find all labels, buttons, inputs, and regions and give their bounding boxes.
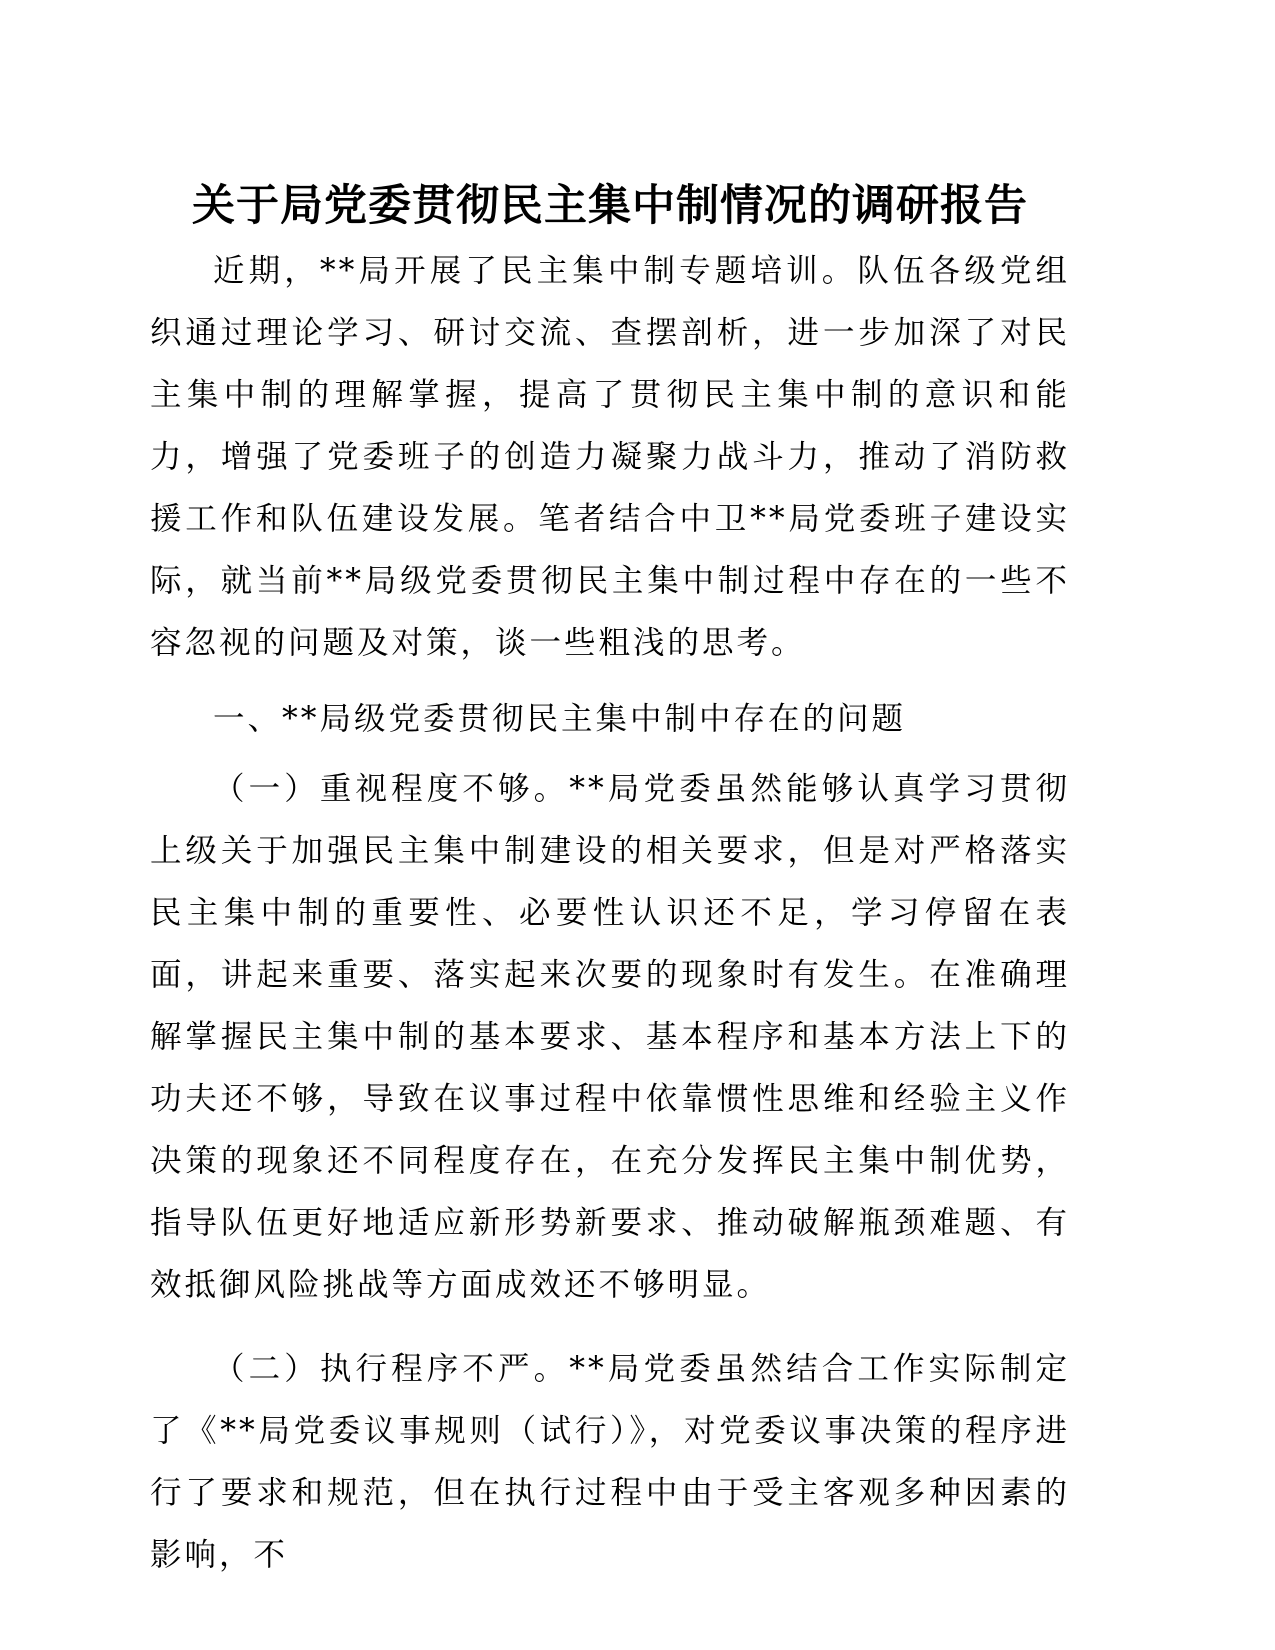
subsection-paragraph-1: （一）重视程度不够。**局党委虽然能够认真学习贯彻上级关于加强民主集中制建设的相关要求，但是对严格落实民主集中制的重要性、必要性认识还不足，学习停留在表面，讲起来重要、落实起来次要的现象时有发生。在准确理解掌握民主集中制的基本要求、基本程序和基本方法上下的功夫还不够，导致在议事过程中依靠惯性思维和经验主义作决策的现象还不同程度存在，在充分发挥民主集中制优势，指导队伍更好地适应新形势新要求、推动破解瓶颈难题、有效抵御风险挑战等方面成效还不够明显。 (150, 771, 1070, 1303)
document-body (150, 240, 1070, 1586)
subsection-paragraph-2: （二）执行程序不严。**局党委虽然结合工作实际制定了《**局党委议事规则（试行）》，对党委议事决策的程序进行了要求和规范，但在执行过程中由于受主客观多种因素的影响，不 (150, 1351, 1070, 1573)
section-heading-1: 一、**局级党委贯彻民主集中制中存在的问题 (213, 701, 907, 737)
intro-paragraph: 近期，**局开展了民主集中制专题培训。队伍各级党组织通过理论学习、研讨交流、查摆剖析，进一步加深了对民主集中制的理解掌握，提高了贯彻民主集中制的意识和能力，增强了党委班子的创造力凝聚力战斗力，推动了消防救援工作和队伍建设发展。笔者结合中卫**局党委班子建设实际，就当前**局级党委贯彻民主集中制过程中存在的一些不容忽视的问题及对策，谈一些粗浅的思考。 (150, 253, 1070, 661)
document-title: 关于局党委贯彻民主集中制情况的调研报告 (192, 181, 1028, 231)
